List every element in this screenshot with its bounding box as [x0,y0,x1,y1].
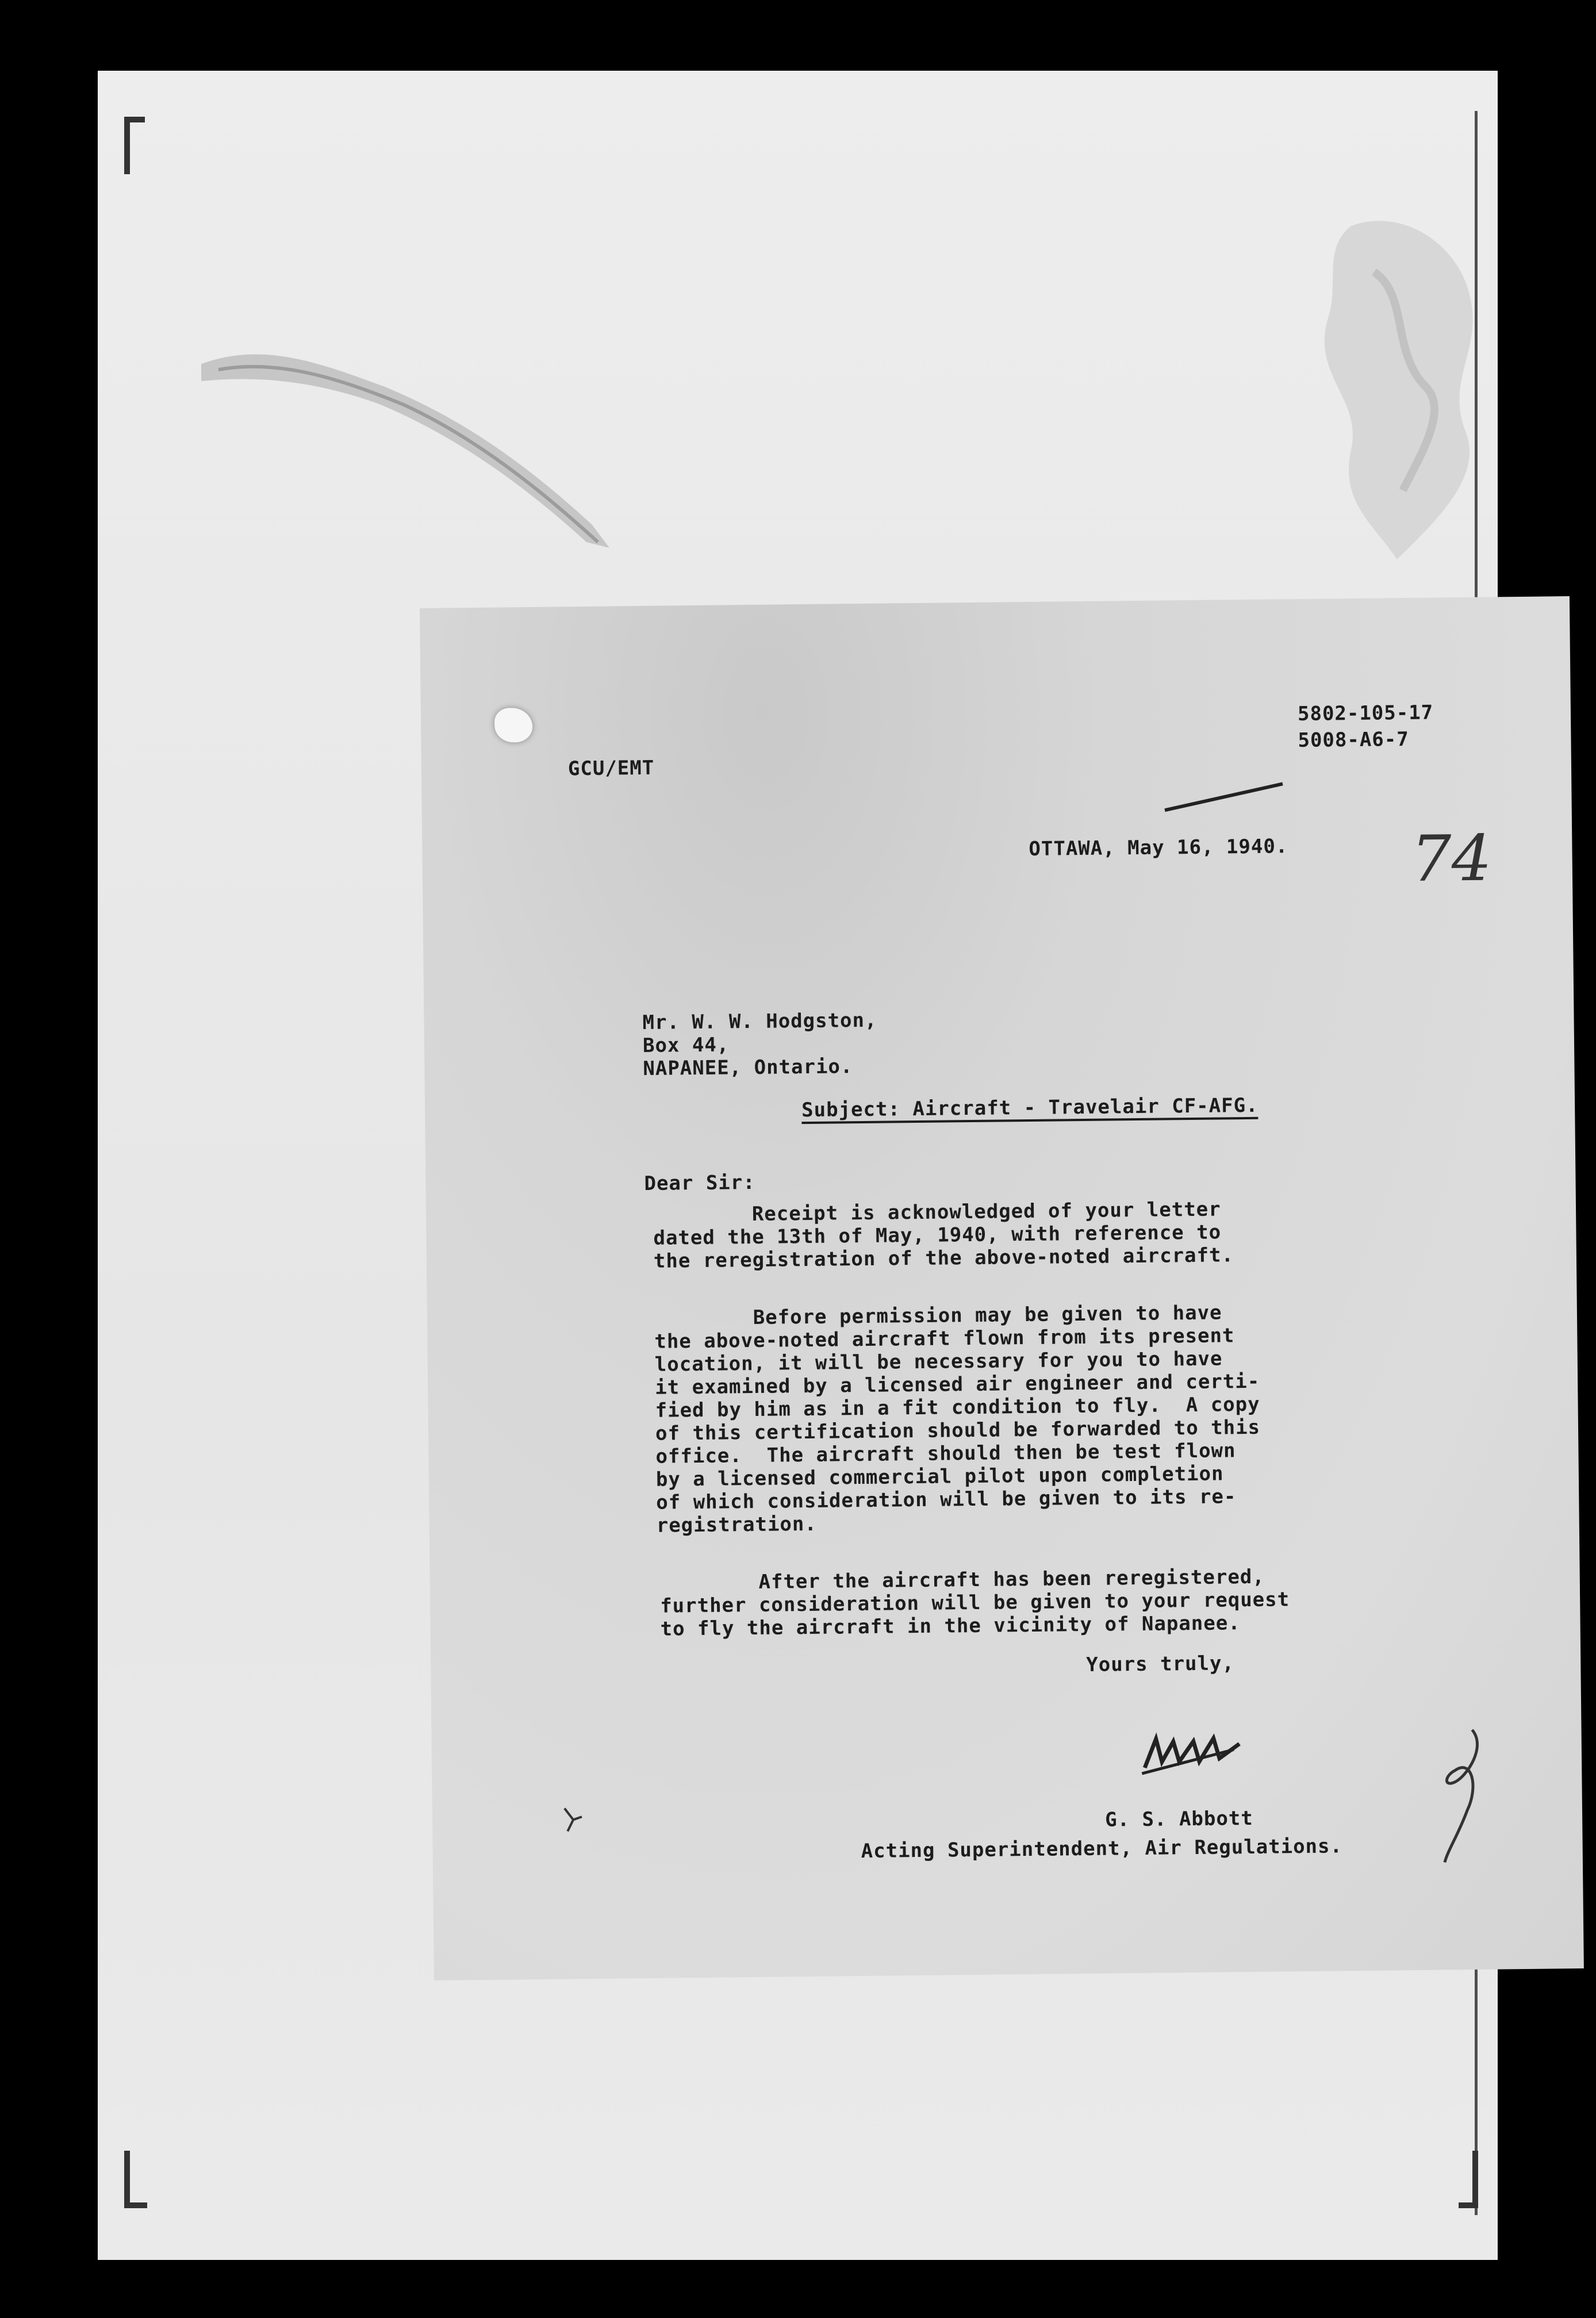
paragraph-line: Before permission may be given to have [654,1301,1222,1330]
pen-stroke [1164,782,1283,812]
paragraph-line: the above-noted aircraft flown from its present [654,1324,1235,1353]
paragraph-line: it examined by a licensed air engineer and certi- [655,1369,1260,1399]
paragraph-line: to fly the aircraft in the vicinity of Napanee. [660,1611,1241,1641]
paragraph-line: location, it will be necessary for you to have [654,1347,1223,1376]
water-stain [1259,203,1495,605]
paragraph-line: fied by him as in a fit condition to fly. A copy [655,1392,1260,1422]
subject-line: Subject: Aircraft - Travelair CF-AFG. [801,1094,1259,1124]
place-date: OTTAWA, May 16, 1940. [1029,835,1288,861]
punch-hole [494,708,533,743]
signature-scribble [1138,1726,1248,1779]
salutation: Dear Sir: [644,1170,755,1195]
crop-mark-top-left [124,117,145,174]
paragraph-line: registration. [656,1512,818,1537]
crop-mark-bottom-left [124,2151,147,2208]
paragraph-line: After the aircraft has been reregistered, [659,1565,1265,1595]
addressee-block [642,1009,877,1080]
addressee-line: Mr. W. W. Hodgston, [642,1008,877,1034]
addressee-line: NAPANEE, Ontario. [643,1055,853,1080]
file-reference-2: 5008-A6-7 [1298,727,1409,753]
paragraph-line: by a licensed commercial pilot upon completion [655,1462,1224,1491]
paragraph-1 [653,1198,1234,1273]
addressee-line: Box 44, [642,1033,730,1057]
pencil-mark [559,1802,588,1837]
paragraph-2 [654,1301,1261,1537]
file-reference-1: 5802-105-17 [1297,701,1434,726]
paragraph-line: Receipt is acknowledged of your letter [653,1198,1221,1227]
letter-page [420,596,1584,1981]
paragraph-line: further consideration will be given to your request [659,1588,1290,1618]
paragraph-line: of which consideration will be given to its re- [656,1485,1237,1514]
typist-initials: GCU/EMT [567,756,655,781]
microfilm-frame [98,71,1498,2260]
paragraph-line: the reregistration of the above-noted aircraft. [653,1244,1234,1273]
handwritten-initial [1432,1724,1497,1868]
signatory-title: Acting Superintendent, Air Regulations. [861,1835,1343,1863]
paragraph-line: office. The aircraft should then be test flown [655,1439,1236,1468]
paragraph-3 [660,1565,1290,1640]
paragraph-line: dated the 13th of May, 1940, with reference to [653,1221,1222,1250]
handwritten-page-number: 74 [1410,821,1493,896]
closing: Yours truly, [1086,1652,1235,1676]
tape-residue [195,341,701,559]
signatory-name: G. S. Abbott [1104,1806,1253,1832]
paragraph-line: of this certification should be forwarded to this [655,1415,1261,1445]
